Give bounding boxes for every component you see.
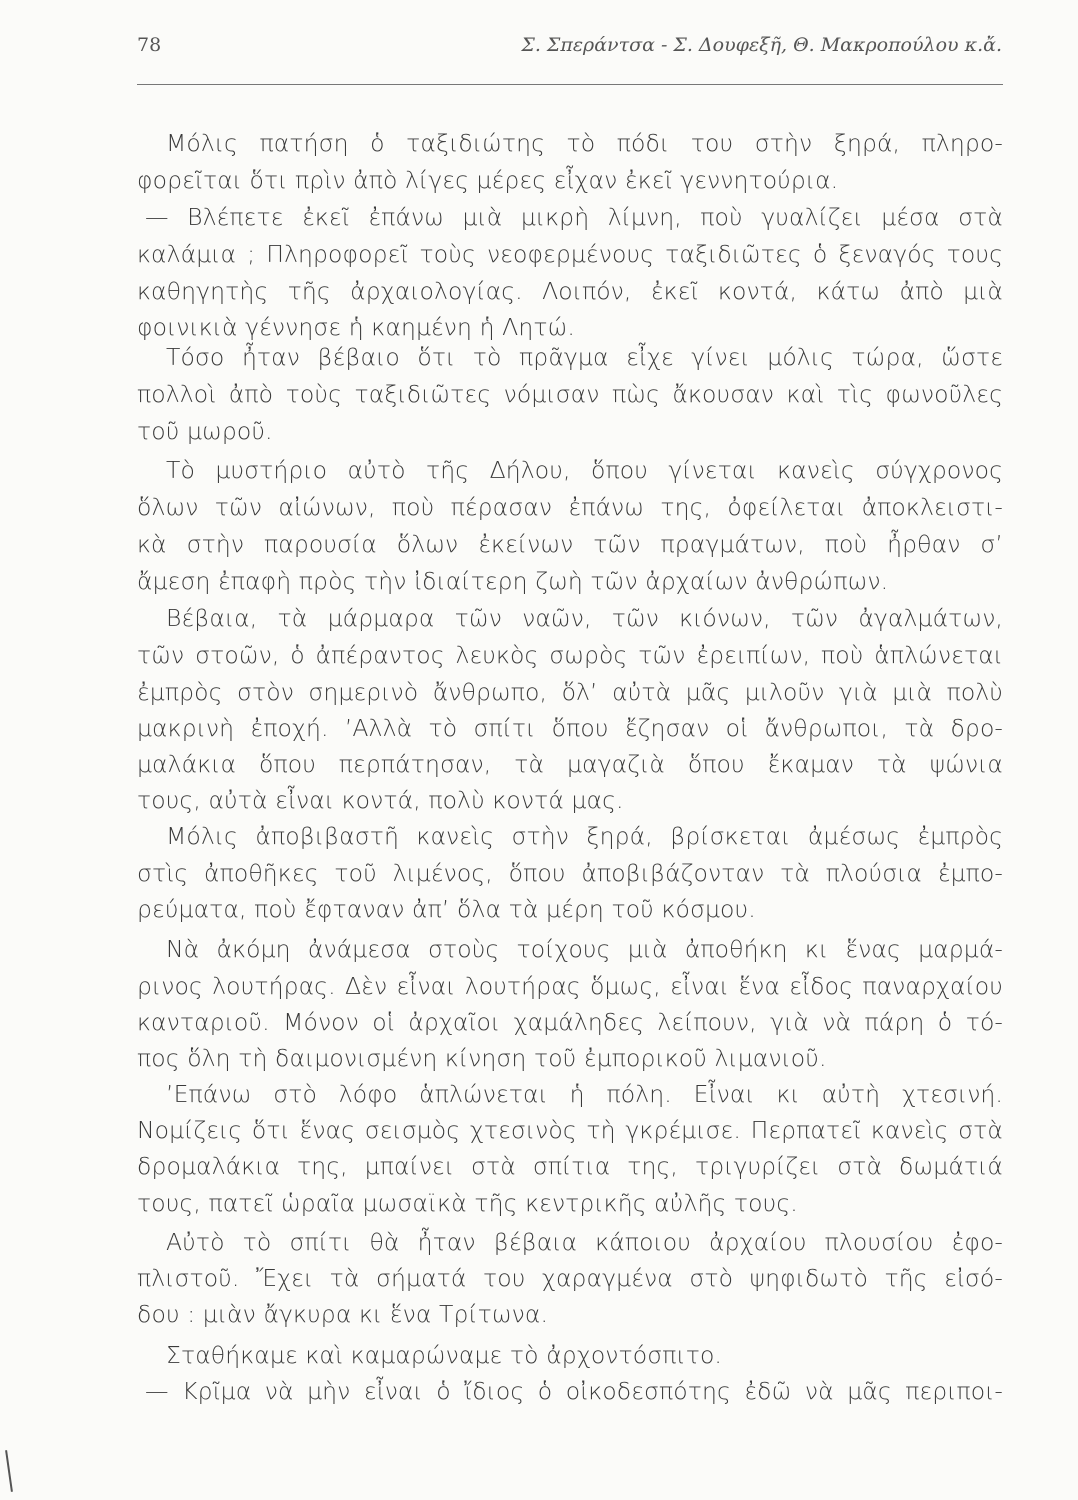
text-line: ρινος λουτήρας. Δὲν εἶναι λουτήρας ὅμως, εἶναι ἕνα εἶδος παναρχαίου xyxy=(137,972,1003,1000)
text-line: στὶς ἀποθῆκες τοῦ λιμένος, ὅπου ἀποβιβάζονταν τὰ πλούσια ἐμπο- xyxy=(137,859,1003,887)
text-line: φορεῖται ὅτι πρὶν ἀπὸ λίγες μέρες εἶχαν ἐκεῖ γεννητούρια. xyxy=(137,166,839,194)
text-line: Τὸ μυστήριο αὐτὸ τῆς Δήλου, ὅπου γίνεται κανεὶς σύγχρονος xyxy=(166,456,1003,484)
text-line: καλάμια ; Πληροφορεῖ τοὺς νεοφερμένους ταξιδιῶτες ὁ ξεναγός τους xyxy=(137,240,1003,268)
text-line: τους, πατεῖ ὡραῖα μωσαϊκὰ τῆς κεντρικῆς αὐλῆς τους. xyxy=(137,1189,798,1217)
text-line: πλιστοῦ. Ἔχει τὰ σήματά του χαραγμένα στὸ ψηφιδωτὸ τῆς εἰσό- xyxy=(137,1264,1003,1292)
margin-pencil-mark xyxy=(5,1450,13,1492)
header-rule xyxy=(137,84,1003,85)
text-line: κὰ στὴν παρουσία ὅλων ἐκείνων τῶν πραγμάτων, ποὺ ἦρθαν σ’ xyxy=(137,530,1003,558)
text-line: Μόλις πατήση ὁ ταξιδιώτης τὸ πόδι του στὴν ξηρά, πληρο- xyxy=(166,129,1003,157)
text-line: μακρινὴ ἐποχή. ’Αλλὰ τὸ σπίτι ὅπου ἔζησαν οἱ ἄνθρωποι, τὰ δρο- xyxy=(137,714,1003,742)
text-line: καθηγητὴς τῆς ἀρχαιολογίας. Λοιπόν, ἐκεῖ κοντά, κάτω ἀπὸ μιὰ xyxy=(137,277,1003,305)
text-line: πος ὅλη τὴ δαιμονισμένη κίνηση τοῦ ἐμπορικοῦ λιμανιοῦ. xyxy=(137,1044,827,1072)
text-line: ὅλων τῶν αἰώνων, ποὺ πέρασαν ἐπάνω της, ὀφείλεται ἀποκλειστι- xyxy=(137,493,1003,521)
text-line: πολλοὶ ἀπὸ τοὺς ταξιδιῶτες νόμισαν πὼς ἄκουσαν καὶ τὶς φωνοῦλες xyxy=(137,380,1003,408)
text-line: δου : μιὰν ἄγκυρα κι ἕνα Τρίτωνα. xyxy=(137,1300,549,1328)
text-line: Νὰ ἀκόμη ἀνάμεσα στοὺς τοίχους μιὰ ἀποθήκη κι ἕνας μαρμά- xyxy=(166,935,1003,963)
text-line: τῶν στοῶν, ὁ ἀπέραντος λευκὸς σωρὸς τῶν ἐρειπίων, ποὺ ἁπλώνεται xyxy=(137,641,1003,669)
text-line: μαλάκια ὅπου περπάτησαν, τὰ μαγαζιὰ ὅπου ἔκαμαν τὰ ψώνια xyxy=(137,750,1003,778)
text-line: — Βλέπετε ἐκεῖ ἐπάνω μιὰ μικρὴ λίμνη, ποὺ γυαλίζει μέσα στὰ xyxy=(145,203,1003,231)
text-line: Νομίζεις ὅτι ἕνας σεισμὸς χτεσινὸς τὴ γκρέμισε. Περπατεῖ κανεὶς στὰ xyxy=(137,1116,1003,1144)
text-line: Αὐτὸ τὸ σπίτι θὰ ἦταν βέβαια κάποιου ἀρχαίου πλουσίου ἐφο- xyxy=(166,1228,1003,1256)
text-line: Βέβαια, τὰ μάρμαρα τῶν ναῶν, τῶν κιόνων, τῶν ἀγαλμάτων, xyxy=(166,604,1003,632)
text-line: τους, αὐτὰ εἶναι κοντά, πολὺ κοντά μας. xyxy=(137,786,624,814)
text-line: Μόλις ἀποβιβαστῆ κανεὶς στὴν ξηρά, βρίσκεται ἀμέσως ἐμπρὸς xyxy=(166,822,1003,850)
text-line: Σταθήκαμε καὶ καμαρώναμε τὸ ἀρχοντόσπιτο. xyxy=(166,1341,722,1369)
text-line: δρομαλάκια της, μπαίνει στὰ σπίτια της, τριγυρίζει στὰ δωμάτιά xyxy=(137,1152,1003,1180)
running-title: Σ. Σπεράντσα - Σ. Δουφεξῆ, Θ. Μακροπούλου κ.ἄ. xyxy=(521,34,1002,56)
text-line: ἐμπρὸς στὸν σημερινὸ ἄνθρωπο, ὅλ’ αὐτὰ μᾶς μιλοῦν γιὰ μιὰ πολὺ xyxy=(137,678,1003,706)
text-line: ’Επάνω στὸ λόφο ἁπλώνεται ἡ πόλη. Εἶναι κι αὐτὴ χτεσινή. xyxy=(166,1080,1003,1108)
text-line: — Κρῖμα νὰ μὴν εἶναι ὁ ἴδιος ὁ οἰκοδεσπότης ἐδῶ νὰ μᾶς περιποι- xyxy=(145,1377,1003,1405)
text-line: φοινικιὰ γέννησε ἡ καημένη ἡ Λητώ. xyxy=(137,313,575,341)
page-number: 78 xyxy=(137,34,162,56)
text-line: ἄμεση ἐπαφὴ πρὸς τὴν ἰδιαίτερη ζωὴ τῶν ἀρχαίων ἀνθρώπων. xyxy=(137,567,889,595)
text-line: κανταριοῦ. Μόνον οἱ ἀρχαῖοι χαμάληδες λείπουν, γιὰ νὰ πάρη ὁ τό- xyxy=(137,1008,1003,1036)
text-line: ρεύματα, ποὺ ἔφταναν ἀπ’ ὅλα τὰ μέρη τοῦ κόσμου. xyxy=(137,895,756,923)
text-line: τοῦ μωροῦ. xyxy=(137,417,273,445)
text-line: Τόσο ἦταν βέβαιο ὅτι τὸ πρᾶγμα εἶχε γίνει μόλις τώρα, ὥστε xyxy=(166,343,1003,371)
